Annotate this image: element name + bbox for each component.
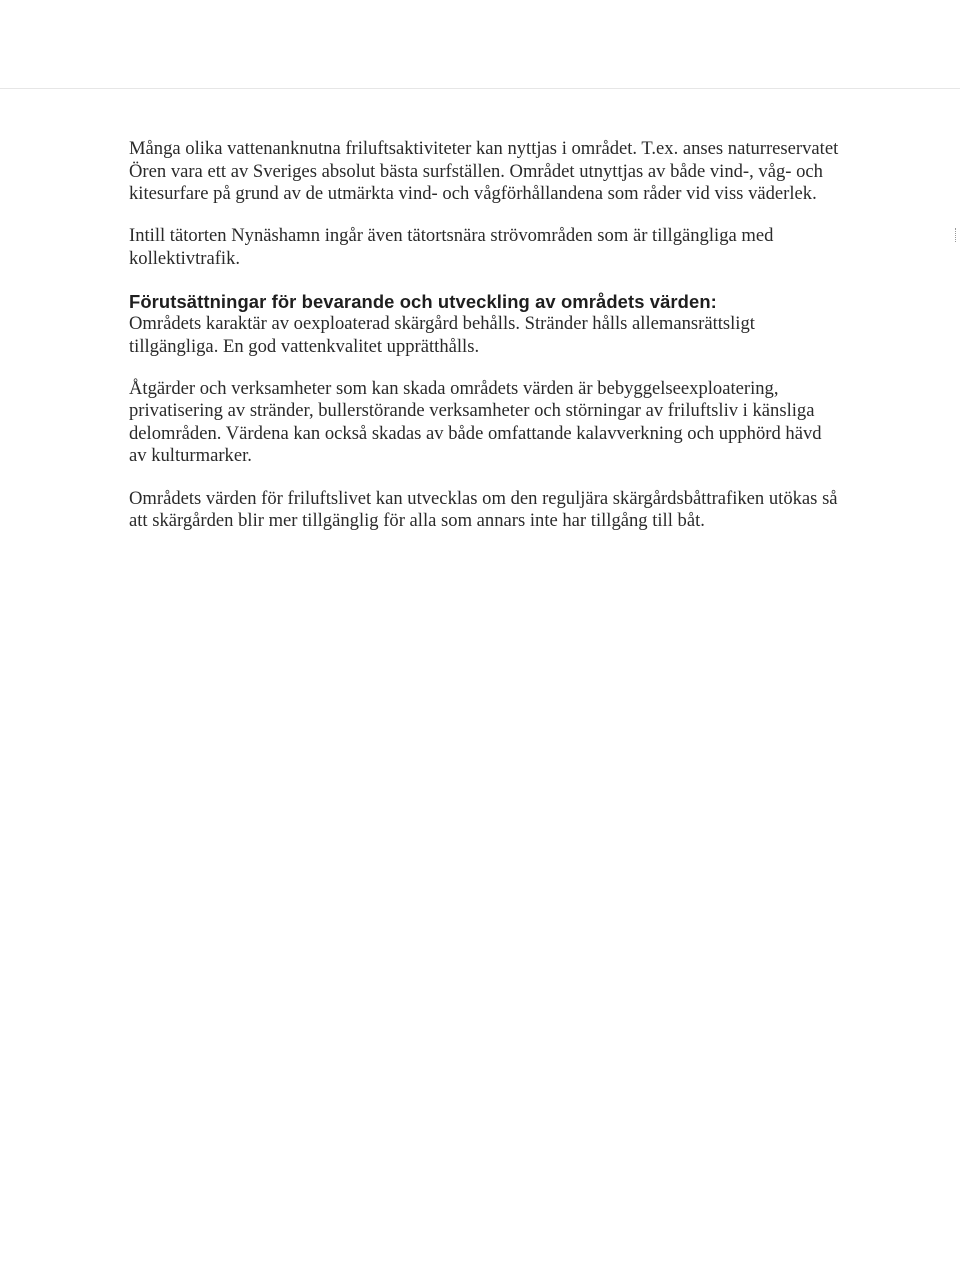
paragraph-outdoor-activities: Många olika vattenanknutna friluftsaktiviteter kan nyttjas i området. T.ex. anses naturreservatet Ören vara ett av Sveriges absolut bästa surfställen. Området utnyttjas av både vind-, våg- och kitesurfare på grund av de utmärkta vind- och vågförhållandena som råder vid viss väderlek. xyxy=(129,138,839,205)
section-conditions xyxy=(129,290,839,358)
section-heading: Förutsättningar för bevarande och utveckling av områdets värden: xyxy=(129,290,717,312)
section-body: Områdets karaktär av oexploaterad skärgård behålls. Stränder hålls allemansrättsligt tillgängliga. En god vattenkvalitet upprätthålls. xyxy=(129,312,755,357)
paragraph-nynashamn-areas: Intill tätorten Nynäshamn ingår även tätortsnära strövområden som är tillgängliga med kollektivtrafik. xyxy=(129,225,774,269)
document-page xyxy=(129,138,839,552)
paragraph-threats: Åtgärder och verksamheter som kan skada områdets värden är bebyggelseexploatering, privatisering av stränder, bullerstörande verksamheter och störningar av friluftsliv i känsliga delområden. Värdena kan också skadas av både omfattande kalavverkning och upphörd hävd av kulturmarker. xyxy=(129,377,822,467)
paragraph-development: Områdets värden för friluftslivet kan utvecklas om den reguljära skärgårdsbåttrafiken utökas så att skärgården blir mer tillgänglig för alla som annars inte har tillgång till båt. xyxy=(129,487,838,532)
scan-edge-mark xyxy=(955,228,958,242)
scan-top-rule xyxy=(0,88,960,89)
